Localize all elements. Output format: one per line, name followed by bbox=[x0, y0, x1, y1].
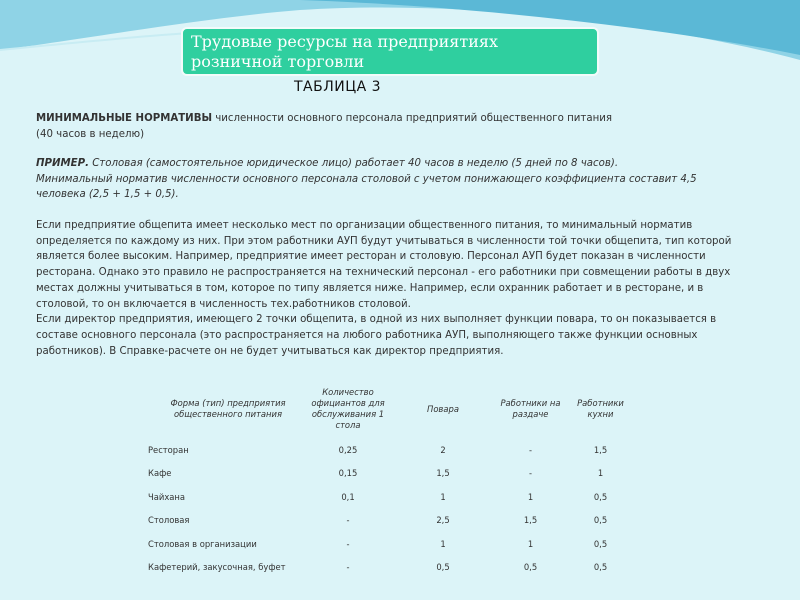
body-line: Если директор предприятия, имеющего 2 точки общепита, в одной из них выполняет функции повара, то он показывается в bbox=[36, 314, 717, 326]
header-cooks: Повара bbox=[427, 403, 459, 414]
table-row bbox=[148, 462, 638, 486]
table-row bbox=[148, 485, 638, 509]
table-row bbox=[148, 556, 638, 580]
table-row bbox=[148, 509, 638, 533]
row-type-cell: Кафе bbox=[148, 468, 172, 479]
row-value-cell: 2,5 bbox=[436, 515, 450, 526]
row-value-cell: 0,5 bbox=[593, 538, 608, 549]
example-line-3: человека (2,5 + 1,5 + 0,5). bbox=[36, 189, 179, 201]
header-kitchen: Работники кухни bbox=[577, 398, 624, 419]
row-type-cell: Ресторан bbox=[148, 444, 189, 455]
title-line-2: розничной торговли bbox=[191, 52, 365, 71]
header-waiters: Количество официантов для обслуживания 1 стола bbox=[311, 387, 385, 430]
body-paragraph bbox=[36, 218, 731, 359]
body-line: составе основного персонала (это распространяется на любого работника АУП, выполняющего также функции основных bbox=[36, 329, 698, 341]
body-line: является более высоким. Например, предприятие имеет ресторан и столовую. Персонал АУП будет показан в численности bbox=[36, 251, 706, 263]
row-value-cell: 1,5 bbox=[436, 468, 450, 479]
row-value-cell: 0,5 bbox=[593, 491, 608, 502]
row-value-cell: - bbox=[346, 538, 350, 549]
row-value-cell: 0,5 bbox=[436, 562, 450, 573]
row-value-cell: 1 bbox=[597, 468, 604, 479]
row-value-cell: 1 bbox=[527, 538, 534, 549]
table-row bbox=[148, 438, 638, 462]
row-value-cell: 0,25 bbox=[338, 444, 358, 455]
body-line: определяется по каждому из них. При этом работники АУП будут учитываться в численности той точки общепита, тип которой bbox=[36, 235, 732, 247]
table-row bbox=[148, 532, 638, 556]
example-bold: ПРИМЕР. bbox=[36, 158, 89, 169]
row-value-cell: 1 bbox=[440, 538, 446, 549]
row-value-cell: 1 bbox=[440, 491, 446, 502]
title-line-1: Трудовые ресурсы на предприятиях bbox=[191, 32, 499, 51]
row-value-cell: - bbox=[528, 468, 533, 479]
row-value-cell: 1,5 bbox=[523, 515, 538, 526]
row-value-cell: 2 bbox=[440, 444, 446, 455]
intro-paragraph bbox=[36, 111, 612, 142]
table-header-row bbox=[148, 380, 638, 438]
example-paragraph bbox=[36, 156, 697, 203]
row-value-cell: 0,5 bbox=[523, 562, 538, 573]
intro-line-2: (40 часов в неделю) bbox=[36, 128, 145, 140]
intro-rest: численности основного персонала предприятий общественного питания bbox=[212, 113, 612, 124]
row-value-cell: - bbox=[346, 562, 350, 573]
header-type: Форма (тип) предприятия общественного питания bbox=[170, 398, 286, 419]
row-value-cell: 1,5 bbox=[593, 444, 608, 455]
row-value-cell: - bbox=[528, 444, 533, 455]
row-value-cell: - bbox=[346, 515, 350, 526]
staff-norms-table bbox=[148, 380, 638, 579]
body-line: Если предприятие общепита имеет несколько мест по организации общественного питания, то минимальный норматив bbox=[36, 220, 693, 231]
row-value-cell: 1 bbox=[527, 491, 534, 502]
example-line-2: Минимальный норматив численности основного персонала столовой с учетом понижающего коэффициента составит 4,5 bbox=[36, 173, 697, 185]
row-type-cell: Столовая в организации bbox=[148, 538, 257, 549]
intro-bold: МИНИМАЛЬНЫЕ НОРМАТИВЫ bbox=[36, 113, 213, 124]
row-value-cell: 0,5 bbox=[593, 562, 608, 573]
slide-title bbox=[181, 27, 599, 76]
row-value-cell: 0,1 bbox=[341, 491, 355, 502]
header-serving: Работники на раздаче bbox=[500, 398, 561, 419]
body-line: ресторана. Однако это правило не распространяется на технический персонал - его работники при совмещении работы в двух bbox=[36, 267, 731, 279]
row-type-cell: Чайхана bbox=[148, 491, 186, 502]
row-type-cell: Кафетерий, закусочная, буфет bbox=[148, 562, 286, 573]
body-line: работников). В Справке-расчете он не будет учитываться как директор предприятия. bbox=[36, 345, 504, 357]
body-line: столовой, то он включается в численность тех.работников столовой. bbox=[36, 298, 411, 310]
row-value-cell: 0,15 bbox=[338, 468, 358, 479]
body-line: местах должны учитываться в том, которое по типу является ниже. Например, если охранник работает и в ресторане, и в bbox=[36, 282, 704, 294]
table-label: ТАБЛИЦА 3 bbox=[294, 79, 382, 95]
row-type-cell: Столовая bbox=[148, 515, 190, 526]
row-value-cell: 0,5 bbox=[593, 515, 608, 526]
example-line-1: Столовая (самостоятельное юридическое лицо) работает 40 часов в неделю (5 дней по 8 часов). bbox=[88, 158, 619, 169]
